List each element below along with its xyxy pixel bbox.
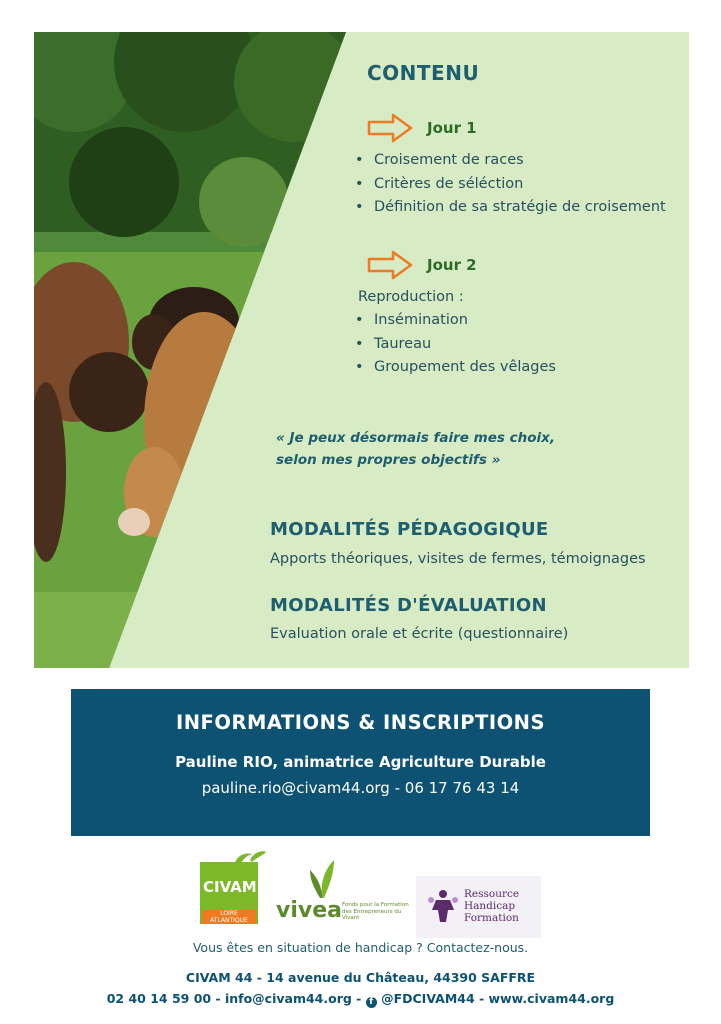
civam-subtitle: LOIRE ATLANTIQUE [202,910,256,924]
leaf-icon [304,858,344,900]
evaluation-heading: MODALITÉS D'ÉVALUATION [270,595,547,616]
contact-details[interactable]: pauline.rio@civam44.org - 06 17 76 43 14 [201,779,520,797]
contenu-section [34,32,689,668]
day1-header [367,112,477,144]
list-item: • Taureau [353,333,556,357]
list-item: • Croisement de races [353,149,666,173]
rhf-line: Formation [464,912,519,924]
vivea-subtitle: Fonds pour la Formation des Entrepreneurs du Vivant [342,902,409,921]
facebook-icon: f [366,997,377,1008]
footer-contact [0,991,721,1008]
contenu-heading: CONTENU [367,61,480,85]
list-item: • Groupement des vêlages [353,356,556,380]
list-item: • Définition de sa stratégie de croisement [353,196,666,220]
day2-header [367,249,477,281]
day2-label: Jour 2 [427,256,477,274]
day2-list [353,309,556,380]
rhf-text [464,888,519,924]
content-panel [34,32,689,668]
evaluation-text: Evaluation orale et écrite (questionnaire) [270,626,569,642]
testimonial-quote [276,427,606,471]
arrow-icon [367,249,413,281]
handicap-notice: Vous êtes en situation de handicap ? Contactez-nous. [192,940,529,955]
civam-text: CIVAM [203,878,257,896]
footer-address: CIVAM 44 - 14 avenue du Château, 44390 SAFFRE [185,970,536,985]
day1-list [353,149,666,220]
day1-label: Jour 1 [427,119,477,137]
pedagogique-heading: MODALITÉS PÉDAGOGIQUE [270,519,549,540]
footer-facebook[interactable]: @FDCIVAM44 - www.civam44.org [381,991,615,1006]
info-box [71,689,650,836]
people-icon [426,888,460,924]
pedagogique-text: Apports théoriques, visites de fermes, témoignages [270,551,646,567]
list-item: • Critères de séléction [353,173,666,197]
quote-line: selon mes propres objectifs » [276,452,501,468]
vivea-wordmark: vivea [276,898,342,923]
civam-logo [200,848,270,928]
info-title: INFORMATIONS & INSCRIPTIONS [175,711,546,734]
arrow-icon [367,112,413,144]
partner-logos [0,848,721,938]
rhf-line: Ressource [464,888,520,900]
quote-line: « Je peux désormais faire mes choix, [276,430,555,446]
day2-intro: Reproduction : [358,289,464,305]
vivea-logo [276,858,411,928]
rhf-line: Handicap [464,900,516,912]
rhf-logo [416,876,541,938]
contact-name: Pauline RIO, animatrice Agriculture Durable [175,753,546,771]
list-item: • Insémination [353,309,556,333]
footer-contact-left[interactable]: 02 40 14 59 00 - info@civam44.org - [106,991,366,1006]
